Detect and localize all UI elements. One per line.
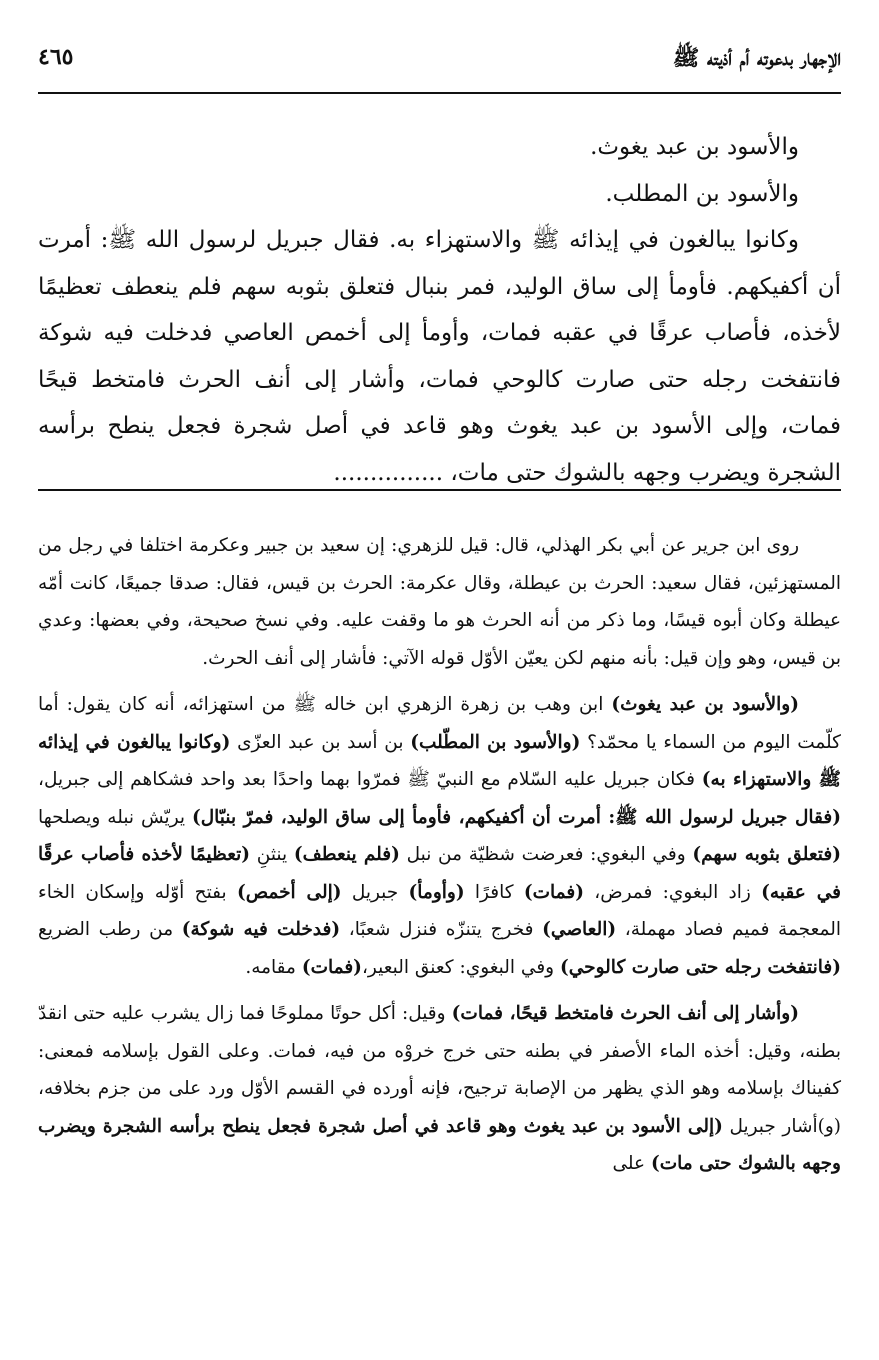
explanation-text: على (612, 1153, 651, 1174)
header-divider (38, 92, 841, 94)
commentary-divider (38, 489, 841, 491)
explanation-text: مقامه. (245, 956, 302, 978)
page-header (38, 42, 841, 86)
quoted-text: (وأومأ) (408, 881, 465, 903)
main-text (38, 124, 841, 496)
commentary-paragraph-3 (38, 995, 841, 1183)
explanation-text: كافرًا (464, 881, 524, 903)
page-number: ٤٦٥ (38, 44, 74, 70)
quoted-text: (والأسود بن المطّلب) (410, 731, 581, 753)
quoted-text: (فلم ينعطف) (293, 844, 400, 865)
quoted-text: (تعظيمًا لأخذه فأصاب عرقًا في عقبه) (38, 844, 841, 903)
quoted-text: (والأسود بن عبد يغوث) (611, 694, 799, 715)
quoted-text: (إلى الأسود بن عبد يغوث وهو قاعد في أصل شجرة فجعل ينطح برأسه الشجرة ويضرب وجهه بالشوك حتى مات) (38, 1115, 841, 1174)
commentary-paragraph-1: روى ابن جرير عن أبي بكر الهذلي، قال: قيل للزهري: إن سعيد بن جبير وعكرمة اختلفا في رجل من المستهزئين، فقال سعيد: الحرث بن عيطلة، وقال عكرمة: الحرث بن قيس، فقال: صدقا جميعًا، كانت أمّه عيطلة وكان أبوه قيسًا، وما ذكر من أنه الحرث هو ما وقفت عليه. وفي نسخ صحيحة، وفي بعضها: وعدي بن قيس، وهو وإن قيل: بأنه منهم لكن يعيّن الأوّل قوله الآتي: فأشار إلى أنف الحرث. (38, 535, 841, 669)
explanation-text: فكان جبريل عليه السّلام مع النبيّ ﷺ فمرّوا بهما واحدًا بعد واحد فشكاهم إلى جبريل، (38, 769, 702, 790)
explanation-text: وفي البغوي: فعرضت شظيّة من نبل (399, 844, 693, 865)
explanation-text: جبريل (341, 881, 409, 903)
quoted-text: (إلى أخمص) (236, 881, 342, 903)
explanation-text: فخرج يتنزّه فنزل شعبًا، (340, 919, 543, 940)
explanation-text: وفي البغوي: كعنق البعير، (361, 956, 560, 978)
explanation-text: يريّش نبله ويصلحها (38, 806, 192, 828)
quoted-text: (فمات) (301, 956, 362, 978)
commentary (38, 527, 841, 1192)
main-line-2: والأسود بن المطلب. (605, 180, 799, 207)
explanation-text: من رطب الضريع (38, 919, 182, 940)
quoted-text: (وكانوا يبالغون في إيذائه ﷺ والاستهزاء به) (38, 731, 841, 790)
quoted-text: (فتعلق بثوبه سهم) (692, 844, 841, 865)
main-paragraph: وكانوا يبالغون في إيذائه ﷺ والاستهزاء به. فقال جبريل لرسول الله ﷺ: أمرت أن أكفيكهم. فأومأ إلى ساق الوليد، فمر بنبال فتعلق بثوبه سهم فلم ينعطف تعظيمًا لأخذه، فأصاب عرقًا في عقبه فمات، وأومأ إلى أخمص العاصي فدخلت فيه شوكة فانتفخت رجله حتى صارت كالوحي فمات، وأشار إلى أنف الحرث فامتخط قيحًا فمات، وإلى الأسود بن عبد يغوث وهو قاعد في أصل شجرة فجعل ينطح برأسه الشجرة ويضرب وجهه بالشوك حتى مات، ............... (38, 227, 841, 486)
quoted-text: (فانتفخت رجله حتى صارت كالوحي) (560, 956, 841, 978)
explanation-text: وقيل: أكل حوتًا مملوحًا فما زال يشرب عليه حتى انقدّ بطنه، وقيل: أخذه الماء الأصفر في بطنه حتى خرج خروْه من فيه، فمات. وعلى القول بإسلامه فمعنى: كفيناك بإسلامه وهو الذي يظهر من الإصابة ترجيح، فإنه أورده في القسم الأوّل ورد على من جزم بخلافه، (و)أشار جبريل (38, 1003, 841, 1137)
main-line-1: والأسود بن عبد يغوث. (590, 134, 799, 160)
quoted-text: (العاصي) (542, 919, 617, 940)
explanation-text: ابن وهب بن زهرة الزهري ابن خاله ﷺ من استهزائه، أنه كان يقول: أما كلّمت اليوم من السماء يا محمّد؟ (38, 694, 841, 753)
explanation-text: بن أسد بن عبد العزّى (230, 731, 411, 753)
explanation-text: ينثنِ (250, 844, 294, 865)
explanation-text: بفتح أوّله وإسكان الخاء المعجمة فميم فصاد مهملة، (38, 881, 842, 940)
commentary-paragraph-2 (38, 686, 841, 986)
quoted-text: (وأشار إلى أنف الحرث فامتخط قيحًا، فمات) (451, 1003, 799, 1024)
quoted-text: (فقال جبريل لرسول الله ﷺ: أمرت أن أكفيكهم، فأومأ إلى ساق الوليد، فمرّ بنبّال) (191, 806, 841, 828)
running-title: الإجهار بدعوته أم أذيته ﷺ (672, 45, 841, 71)
explanation-text: زاد البغوي: فمرض، (583, 881, 762, 903)
quoted-text: (فمات) (523, 881, 584, 903)
quoted-text: (فدخلت فيه شوكة) (181, 919, 341, 940)
